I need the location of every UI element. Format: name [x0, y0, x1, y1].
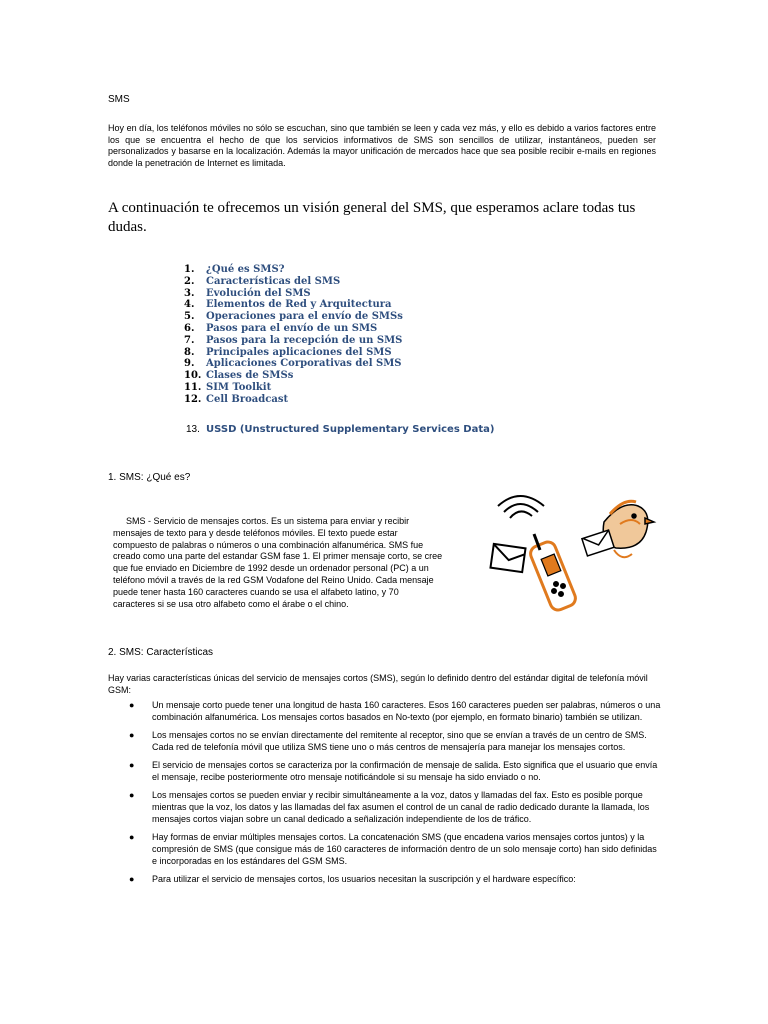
bullet-icon: ●	[129, 760, 135, 770]
toc-item[interactable]: 13. USSD (Unstructured Supplementary Services Data)	[186, 424, 495, 435]
section-2-bullet-list	[126, 699, 661, 891]
toc-item[interactable]: 2. Características del SMS	[184, 275, 341, 287]
toc-link[interactable]: SIM Toolkit	[206, 381, 272, 393]
bullet-icon: ●	[129, 832, 135, 842]
toc-link[interactable]: Evolución del SMS	[206, 287, 311, 299]
carrier-bird-icon	[582, 501, 654, 557]
intro-paragraph: Hoy en día, los teléfonos móviles no sólo se escuchan, sino que también se leen y cada vez más, y ello es debido a varios factores entre los que se encuentra el hecho de que los servicios informativos de SMS son sencillos de utilizar, instantáneos, pueden ser personalizados y basarse en la localización. Además la mayor unificación de mercados hace que sea posible recibir e-mails en regiones donde la penetración de Internet es limitada.	[108, 123, 656, 168]
toc-item[interactable]: 5. Operaciones para el envío de SMSs	[184, 311, 403, 323]
list-item: ● Los mensajes cortos se pueden enviar y recibir simultáneamente a la voz, datos y llamadas del fax. Esto es posible porque mientras que la voz, los datos y las llamadas del fax asumen el control de un canal de radio dedicado durante la llamada, los mensajes cortos viajan sobre un canal dedicado a señalización independiente de los de tráfico.	[129, 790, 650, 824]
list-item: ● Hay formas de enviar múltiples mensajes cortos. La concatenación SMS (que encadena varios mensajes cortos juntos) y la compresión de SMS (que consigue más de 160 caracteres de información dentro de un solo mensaje corto) han sido definidas e incorporadas en los estándares del GSM SMS.	[129, 832, 657, 866]
toc-item[interactable]: 7. Pasos para la recepción de un SMS	[184, 334, 403, 346]
toc-item[interactable]: 3. Evolución del SMS	[184, 287, 311, 299]
toc-link[interactable]: Principales aplicaciones del SMS	[206, 346, 392, 358]
toc-link[interactable]: Operaciones para el envío de SMSs	[206, 311, 403, 323]
toc-link[interactable]: Pasos para el envío de un SMS	[206, 322, 378, 334]
envelope-icon	[490, 544, 525, 572]
overview-heading: A continuación te ofrecemos un visión general del SMS, que esperamos aclare todas tus dudas.	[108, 200, 636, 235]
toc-item[interactable]: 11. SIM Toolkit	[184, 381, 272, 393]
toc-item[interactable]: 8. Principales aplicaciones del SMS	[184, 346, 392, 358]
toc-item[interactable]: 6. Pasos para el envío de un SMS	[184, 322, 378, 334]
toc-link[interactable]: Clases de SMSs	[206, 370, 294, 382]
section-1-body: SMS - Servicio de mensajes cortos. Es un sistema para enviar y recibir mensajes de texto para y desde teléfonos móviles. El texto puede estar compuesto de palabras o números o una combinación alfanumérica. SMS fue creado como una parte del estandar GSM fase 1. El primer mensaje corto, se cree que fue enviado en Diciembre de 1992 desde un ordenador personal (PC) a un teléfono móvil a través de la red GSM Vodafone del Reino Unido. Cada mensaje puede tener hasta 160 caracteres cuando se usa el alfabeto latino, y 70 caracteres si se usa otro alfabeto como el árabe o el chino.	[113, 516, 443, 609]
toc-link[interactable]: Aplicaciones Corporativas del SMS	[206, 358, 402, 370]
toc-item[interactable]: 9. Aplicaciones Corporativas del SMS	[184, 358, 402, 370]
bullet-icon: ●	[129, 730, 135, 740]
toc-link[interactable]: Elementos de Red y Arquitectura	[206, 299, 392, 311]
toc-link[interactable]: Pasos para la recepción de un SMS	[206, 334, 403, 346]
sms-illustration	[482, 494, 658, 622]
document-title: SMS	[108, 94, 130, 105]
toc-item[interactable]: 12. Cell Broadcast	[184, 393, 289, 405]
list-item: ● Para utilizar el servicio de mensajes cortos, los usuarios necesitan la suscripción y el hardware específico:	[129, 874, 576, 884]
bullet-icon: ●	[129, 790, 135, 800]
toc-item[interactable]: 4. Elementos de Red y Arquitectura	[184, 299, 392, 311]
section-2-heading: 2. SMS: Características	[108, 647, 214, 658]
table-of-contents	[184, 264, 403, 406]
bullet-icon: ●	[129, 700, 135, 710]
toc-item[interactable]: 1. ¿Qué es SMS?	[184, 264, 285, 275]
list-item: ● El servicio de mensajes cortos se caracteriza por la confirmación de mensaje de salida. Esto significa que el usuario que envía el mensaje, recibe posteriormente otro mensaje notificándole si su mensaje ha sido enviado o no.	[129, 760, 658, 782]
toc-item[interactable]: 10. Clases de SMSs	[184, 370, 294, 382]
list-item: ● Un mensaje corto puede tener una longitud de hasta 160 caracteres. Esos 160 caracteres pueden ser palabras, números o una combinación alfanumérica. Los mensajes cortos basados en No-texto (por ejemplo, en formato binario) también se utilizan.	[129, 700, 661, 722]
bullet-icon: ●	[129, 874, 135, 884]
toc-link[interactable]: ¿Qué es SMS?	[206, 264, 285, 275]
list-item: ● Los mensajes cortos no se envían directamente del remitente al receptor, sino que se envían a través de un centro de SMS. Cada red de telefonía móvil que utiliza SMS tiene uno o más centros de mensajería para manejar los mensajes cortos.	[129, 730, 647, 752]
section-1-heading: 1. SMS: ¿Qué es?	[108, 472, 191, 483]
section-2-intro: Hay varias características únicas del servicio de mensajes cortos (SMS), según lo definido dentro del estándar digital de telefonía móvil GSM:	[108, 673, 648, 695]
toc-link[interactable]: USSD (Unstructured Supplementary Services Data)	[206, 424, 495, 435]
toc-link[interactable]: Características del SMS	[206, 275, 341, 287]
toc-link[interactable]: Cell Broadcast	[206, 393, 289, 405]
